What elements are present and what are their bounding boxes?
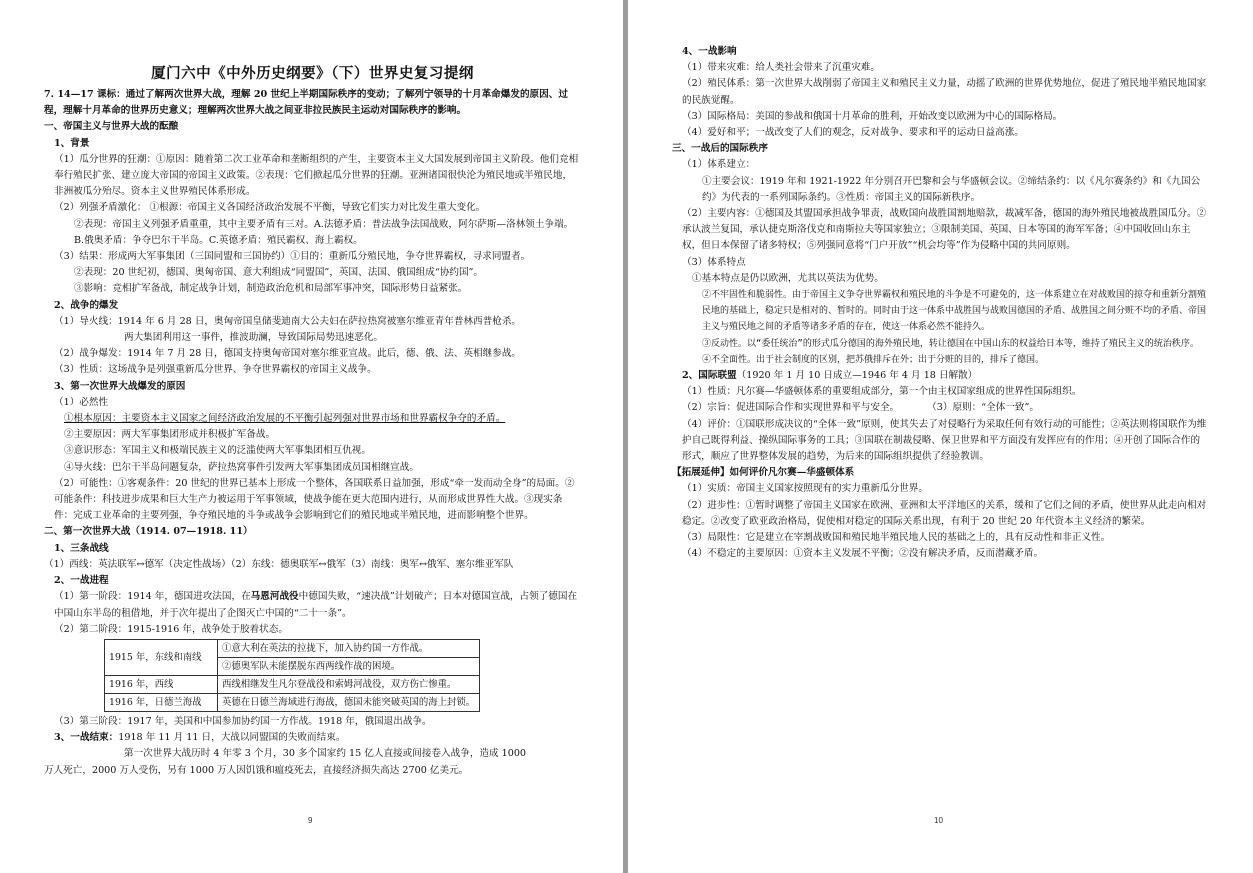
paragraph: ③影响：竞相扩军备战，制定战争计划，制造政治危机和局部军事冲突，国际形势日益紧张。 [74, 283, 468, 295]
subsection-heading: 4、一战影响 [682, 46, 737, 57]
paragraph: （1）体系建立： [682, 159, 756, 171]
paragraph [672, 400, 1209, 416]
paragraph: （3）局限性：它是建立在宰割战败国和殖民地半殖民地人民的基础之上的，具有反动性和非正义性。 [682, 532, 1111, 544]
subsection-heading: 3、第一次世界大战爆发的原因 [54, 380, 186, 392]
paragraph: （2）主要内容：①德国及其盟国承担战争罪责，战败国向战胜国割地赔款，裁减军备，德国的海外殖民地被战胜国瓜分。②承认波兰复国，承认捷克斯洛伐克和南斯拉夫等国家独立；③限制美国、英国、日本等国的海军军备；④中国收回山东主权，但日本保留了诸多特权；⑤列强同意将“门户开放”“机会均等”作为侵略中国的共同原则。 [682, 208, 1207, 252]
paragraph: （2）战争爆发：1914 年 7 月 28 日，德国支持奥匈帝国对塞尔维亚宣战。此后，德、俄、法、英相继参战。 [54, 348, 522, 360]
paragraph: ①基本特点是仍以欧洲，尤其以英法为优势。 [692, 272, 884, 284]
text-run: （3）原则：“全体一致”。 [927, 402, 1040, 414]
table-cell-year: 1916 年，西线 [105, 675, 218, 693]
battle-table [104, 639, 480, 712]
subsection-heading: 2、国际联盟 [682, 370, 737, 382]
paragraph: （4）不稳定的主要原因：①资本主义发展不平衡；②没有解决矛盾，反而潜藏矛盾。 [682, 548, 1044, 560]
paragraph: ②表现：帝国主义列强矛盾重重，其中主要矛盾有三对。A.法德矛盾：普法战争法国战败，阿尔萨斯—洛林领土争端。B.俄奥矛盾：争夺巴尔干半岛。C.英德矛盾：殖民霸权、海上霸权。 [74, 218, 574, 246]
paragraph: ②不牢固性和脆弱性。由于帝国主义争夺世界霸权和殖民地的斗争是不可避免的，这一体系建立在对战败国的掠夺和重新分割殖民地的基础上，稳定只是相对的、暂时的。同时由于这一体系中战胜国与战败国德国的矛盾、战胜国之间分赃不均的矛盾、帝国主义与殖民地之间的矛盾等诸多矛盾的存在，使这一体系必然不能持久。 [702, 290, 1207, 333]
table-cell-event: 西线相继发生凡尔登战役和索姆河战役，双方伤亡惨重。 [218, 675, 480, 693]
paragraph: （2）列强矛盾激化： ①根源：帝国主义各国经济政治发展不平衡，导致它们实力对比发生重大变化。 [54, 202, 486, 214]
paragraph: （1）带来灾难：给人类社会带来了沉重灾难。 [682, 62, 880, 74]
section-heading: 三、一战后的国际秩序 [672, 143, 768, 155]
text-run: 中德国失败，“速决战”计划破产；日本对德国宣战，占领了德国在中国山东半岛的租借地，并于次年提出了企图灭亡中国的“二十一条”。 [54, 591, 578, 619]
paragraph [44, 730, 581, 746]
paragraph: （2）进步性：①暂时调整了帝国主义国家在欧洲、亚洲和太平洋地区的关系，缓和了它们之间的矛盾，使世界从此走向相对稳定。②改变了欧亚政治格局，促使相对稳定的国际关系出现，有利于 20 世纪 20 年代资本主义经济的繁荣。 [682, 499, 1207, 527]
paragraph: 第一次世界大战历时 4 年零 3 个月，30 多个国家约 15 亿人直接或间接卷入战争，造成 1000 [124, 748, 527, 760]
table-row [105, 693, 480, 711]
paragraph: （2）殖民体系：第一次世界大战削弱了帝国主义和殖民主义力量，动摇了欧洲的世界优势地位，促进了殖民地半殖民地国家的民族觉醒。 [682, 78, 1207, 106]
table-row [105, 639, 480, 657]
text-run: 1918 年 11 月 11 日，大战以同盟国的失败而结束。 [118, 732, 346, 744]
table-row [105, 675, 480, 693]
paragraph: ②表现：20 世纪初，德国、奥匈帝国、意大利组成“同盟国”，英国、法国、俄国组成“协约国”。 [74, 267, 484, 279]
table-cell-year: 1916 年，日德兰海战 [105, 693, 218, 711]
page-title: 厦门六中《中外历史纲要》（下）世界史复习提纲 [151, 65, 474, 82]
paragraph: 两大集团利用这一事件，推波助澜，导致国际局势迅速恶化。 [124, 332, 384, 344]
subsection-heading: 1、三条战线 [54, 542, 109, 554]
page-number: 10 [934, 816, 943, 825]
paragraph: （1）实质：帝国主义国家按照现有的实力重新瓜分世界。 [682, 483, 928, 495]
paragraph [672, 368, 1209, 384]
paragraph: （3）国际格局：美国的参战和俄国十月革命的胜利，开始改变以欧洲为中心的国际格局。 [682, 110, 1063, 122]
page-number: 9 [308, 816, 313, 825]
paragraph: （1）西线：英法联军↔德军（决定性战场）（2）东线：德奥联军↔俄军（3）南线：奥军↔俄军、塞尔维亚军队 [44, 558, 514, 570]
paragraph: ①根本原因：主要资本主义国家之间经济政治发展的不平衡引起列强对世界市场和世界霸权争夺的矛盾。 [64, 413, 506, 425]
paragraph: （3）性质：这场战争是列强重新瓜分世界、争夺世界霸权的帝国主义战争。 [54, 364, 377, 376]
paragraph: ④导火线：巴尔干半岛问题复杂，萨拉热窝事件引发两大军事集团成员国相继宣战。 [64, 461, 419, 473]
battle-name: 马恩河战役 [250, 591, 299, 603]
paragraph: （3）结果：形成两大军事集团（三国同盟和三国协约）①目的：重新瓜分殖民地，争夺世界霸权，寻求同盟者。 [54, 251, 531, 263]
paragraph: ③意识形态：军国主义和极端民族主义的泛滥使两大军事集团相互仇视。 [64, 445, 371, 457]
subsection-heading: 2、战争的爆发 [54, 299, 119, 311]
section-heading: 一、帝国主义与世界大战的酝酿 [44, 121, 179, 133]
page-right [628, 0, 1253, 873]
page-left [0, 0, 623, 873]
text-run: （2）宗旨：促进国际合作和实现世界和平与安全。 [682, 402, 900, 414]
paragraph: ①主要会议：1919 年和 1921-1922 年分别召开巴黎和会与华盛顿会议。②缔结条约：以《凡尔赛条约》和《九国公约》为代表的一系列国际条约。③性质：帝国主义的国际新秩序。 [702, 175, 1201, 203]
curriculum-intro: 7. 14—17 课标：通过了解两次世界大战，理解 20 世纪上半期国际秩序的变动；了解列宁领导的十月革命爆发的原因、过程，理解十月革命的世界历史意义；理解两次世界大战之间亚非拉民族民主运动对国际秩序的影响。 [44, 89, 568, 117]
paragraph: （4）爱好和平；一战改变了人们的观念，反对战争、要求和平的运动日益高涨。 [682, 127, 1024, 139]
paragraph: （2）可能性：①客观条件：20 世纪的世界已基本上形成一个整体，各国联系日益加强，形成“牵一发而动全身”的局面。②可能条件：科技进步成果和巨大生产力被运用于军事领域，使战争能在更大范围内进行，从而形成世界性大战。③现实条件：完成工业革命的主要列强，争夺殖民地的斗争或战争会影响到它们的殖民地或半殖民地，进而影响整个世界。 [54, 477, 575, 522]
paragraph: （1）性质：凡尔赛—华盛顿体系的重要组成部分，第一个由主权国家组成的世界性国际组织。 [682, 386, 1082, 398]
paragraph: ③反动性。以“委任统治”的形式瓜分德国的海外殖民地，转让德国在中国山东的权益给日本等，维持了殖民主义的统治秩序。 [702, 338, 1199, 349]
subsection-heading: 1、背景 [54, 137, 90, 149]
table-cell-event: 英德在日德兰海域进行海战，德国未能突破英国的海上封锁。 [218, 693, 480, 711]
paragraph: ②主要原因：两大军事集团形成并积极扩军备战。 [64, 429, 276, 441]
section-heading: 【拓展延伸】如何评价凡尔赛—华盛顿体系 [672, 467, 855, 479]
table-cell-event: ②德奥军队未能摆脱东西两线作战的困境。 [218, 657, 480, 675]
table-cell-event: ①意大利在英法的拉拢下，加入协约国一方作战。 [218, 639, 480, 657]
paragraph [44, 589, 581, 621]
paragraph: （2）第二阶段：1915-1916 年，战争处于胶着状态。 [54, 623, 288, 635]
paragraph: （3）体系特点 [682, 256, 746, 268]
section-heading: 二、第一次世界大战（1914. 07—1918. 11） [44, 526, 253, 538]
paragraph: 万人死亡，2000 万人受伤，另有 1000 万人因饥饿和瘟疫死去，直接经济损失高达 2700 亿美元。 [44, 764, 469, 776]
paragraph: （1）必然性 [54, 396, 109, 408]
text-run: （1）第一阶段：1914 年，德国进攻法国，在 [54, 591, 251, 603]
paragraph: （3）第三阶段：1917 年，美国和中国参加协约国一方作战。1918 年，俄国退出战争。 [54, 715, 432, 727]
subsection-heading: 3、一战结束： [54, 732, 119, 744]
paragraph: （1）导火线：1914 年 6 月 28 日，奥匈帝国皇储斐迪南大公夫妇在萨拉热窝被塞尔维亚青年普林西普枪杀。 [54, 315, 522, 327]
text-run: （1920 年 1 月 10 日成立—1946 年 4 月 18 日解散） [736, 370, 978, 382]
subsection-heading: 2、一战进程 [54, 575, 109, 587]
paragraph: ④不全面性。出于社会制度的区别，把苏俄排斥在外；出于分赃的目的，排斥了德国。 [702, 354, 1045, 365]
paragraph: （1）瓜分世界的狂潮：①原因：随着第二次工业革命和垄断组织的产生，主要资本主义大国发展到帝国主义阶段。他们竞相奉行殖民扩张、建立庞大帝国的帝国主义政策。②表现：它们掀起瓜分世界的狂潮。亚洲诸国很快沦为殖民地或半殖民地，非洲被瓜分殆尽。资本主义世界殖民体系形成。 [54, 153, 579, 198]
table-cell-year: 1915 年，东线和南线 [105, 639, 218, 675]
paragraph: （4）评价：①国联形成决议的“全体一致”原则，使其失去了对侵略行为采取任何有效行动的可能性；②英法则将国联作为维护自己既得利益、操纵国际事务的工具；③国联在制裁侵略、保卫世界和平方面没有发挥应有的作用；④开创了国际合作的形式，顺应了世界整体发展的趋势，为后来的国际组织提供了经验教训。 [682, 418, 1207, 463]
